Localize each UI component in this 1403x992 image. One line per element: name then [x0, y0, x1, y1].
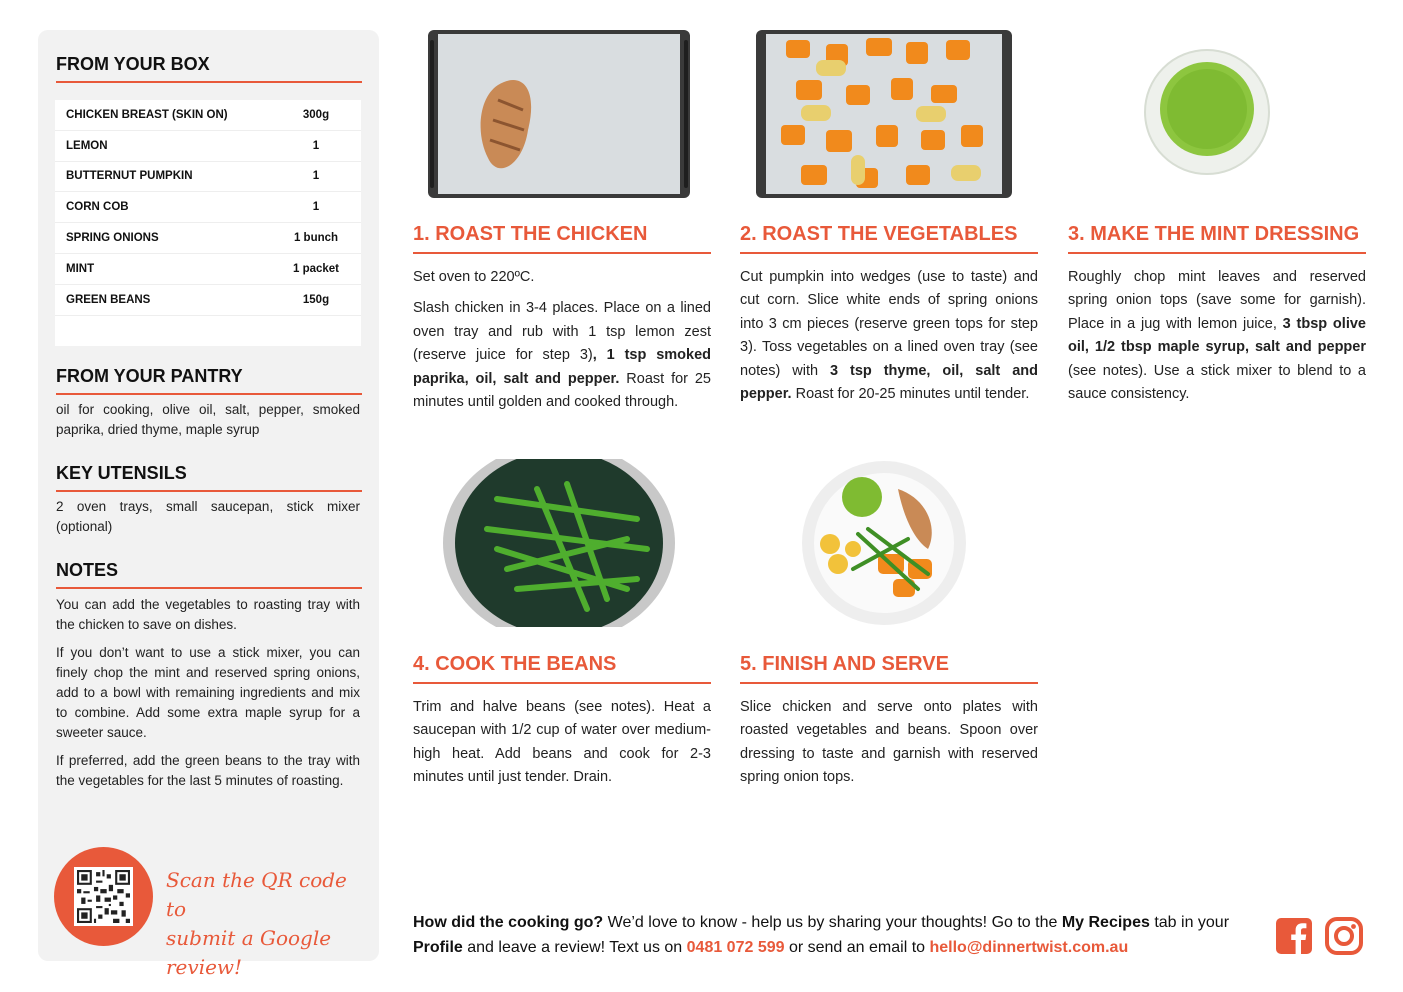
step-text: Roughly chop mint leaves and reserved spring onion tops (save some for garnish). Place in a jug with lemon juice,: [1068, 269, 1366, 332]
step-3-body: [1068, 266, 1366, 414]
roast-vegetables-image: [756, 30, 1012, 198]
footer-text-2: tab in your: [1149, 914, 1230, 931]
ingredient-row: [55, 100, 361, 131]
pantry-title: FROM YOUR PANTRY: [56, 366, 362, 395]
step-paragraph: [413, 696, 711, 790]
footer-profile: Profile: [413, 939, 463, 956]
ingredient-name: SPRING ONIONS: [66, 232, 159, 245]
instagram-icon[interactable]: [1325, 917, 1363, 955]
ingredient-row: [55, 285, 361, 316]
footer-my-recipes: My Recipes: [1061, 914, 1150, 931]
step-5-body: [740, 696, 1038, 798]
step-2-title: 2. ROAST THE VEGETABLES: [740, 223, 1038, 254]
cook-beans-image: [437, 459, 695, 627]
footer-text-3: and leave a review! Text us on: [462, 939, 687, 956]
ingredient-qty: 1 bunch: [293, 232, 339, 245]
ingredient-qty: 1: [312, 139, 320, 152]
ingredient-qty: 300g: [302, 108, 330, 121]
qr-caption-line-2: submit a Google review!: [166, 926, 332, 979]
ingredient-name: GREEN BEANS: [66, 293, 151, 306]
step-text: Cut pumpkin into wedges (use to taste) and cut corn. Slice white ends of spring onions into 3 cm pieces (reserve green tops for step 3). Toss vegetables on a lined oven tray (see notes) with: [740, 269, 1038, 379]
step-paragraph: [740, 266, 1038, 406]
footer-text-4: or send an email to: [784, 939, 930, 956]
step-paragraph: [413, 297, 711, 414]
ingredients-table: [55, 100, 361, 346]
step-text: Trim and halve beans (see notes). Heat a saucepan with 1/2 cup of water over medium-high heat. Add beans and cook for 2-3 minutes until just tender. Drain.: [413, 699, 711, 786]
ingredient-name: CORN COB: [66, 201, 129, 214]
step-text: Set oven to 220ºC.: [413, 269, 535, 285]
step-bold-text: 3 tsp thyme, oil, salt and pepper.: [740, 362, 1038, 403]
ingredient-row: [55, 162, 361, 193]
ingredient-name: CHICKEN BREAST (SKIN ON): [66, 108, 228, 121]
step-2-body: [740, 266, 1038, 414]
step-3-title: 3. MAKE THE MINT DRESSING: [1068, 223, 1366, 254]
ingredient-row: [55, 192, 361, 223]
box-title: FROM YOUR BOX: [56, 54, 362, 83]
notes-title: NOTES: [56, 560, 362, 589]
step-1-title: 1. ROAST THE CHICKEN: [413, 223, 711, 254]
step-text: (see notes). Use a stick mixer to blend to a sauce consistency.: [1068, 362, 1366, 403]
email-link[interactable]: hello@dinnertwist.com.au: [929, 939, 1129, 956]
ingredient-qty: 1 packet: [292, 262, 340, 275]
mint-dressing-image: [1143, 47, 1271, 177]
step-paragraph: [740, 696, 1038, 790]
footer-question: How did the cooking go?: [413, 914, 604, 931]
step-bold-text: , 1 tsp smoked paprika, oil, salt and pepper.: [413, 347, 712, 387]
pantry-text: oil for cooking, olive oil, salt, pepper, smoked paprika, dried thyme, maple syrup: [56, 402, 360, 437]
qr-code-icon[interactable]: [74, 867, 133, 926]
step-bold-text: 3 tbsp olive oil, 1/2 tbsp maple syrup, salt and pepper: [1068, 315, 1366, 356]
note-2: If you don’t want to use a stick mixer, you can finely chop the mint and reserved spring onions, add to a bowl with remaining ingredients and mix to combine. Add some extra maple syrup for a sweeter sauce.: [56, 645, 360, 740]
step-paragraph: [413, 266, 711, 289]
ingredient-name: BUTTERNUT PUMPKIN: [66, 170, 193, 183]
ingredient-row: [55, 254, 361, 285]
step-paragraph: [1068, 266, 1366, 406]
qr-caption: [166, 866, 366, 982]
phone-link[interactable]: 0481 072 599: [686, 939, 785, 956]
utensils-text: 2 oven trays, small saucepan, stick mixer (optional): [56, 499, 360, 534]
qr-caption-line-1: Scan the QR code to: [166, 868, 347, 921]
note-1: You can add the vegetables to roasting tray with the chicken to save on dishes.: [56, 597, 360, 632]
ingredient-name: MINT: [66, 262, 95, 275]
sidebar: [38, 30, 379, 979]
finish-and-serve-image: [798, 459, 970, 627]
step-5-title: 5. FINISH AND SERVE: [740, 653, 1038, 684]
review-footer: [413, 910, 1263, 960]
notes-body: [56, 595, 360, 799]
note-3: If preferred, add the green beans to the tray with the vegetables for the last 5 minutes of roasting.: [56, 753, 360, 788]
qr-badge[interactable]: [54, 847, 153, 946]
ingredient-row-empty: [55, 316, 361, 346]
step-4-title: 4. COOK THE BEANS: [413, 653, 711, 684]
utensils-title: KEY UTENSILS: [56, 463, 362, 492]
step-text: Slash chicken in 3-4 places. Place on a lined oven tray and rub with 1 tsp lemon zest (reserve juice for step 3): [413, 300, 711, 364]
step-text: Slice chicken and serve onto plates with roasted vegetables and beans. Spoon over dressing to taste and garnish with reserved spring onion tops.: [740, 699, 1038, 786]
ingredient-qty: 1: [312, 201, 320, 214]
ingredient-qty: 150g: [302, 293, 330, 306]
ingredient-row: [55, 131, 361, 162]
ingredient-name: LEMON: [66, 139, 108, 152]
roast-chicken-image: [428, 30, 690, 198]
step-text: Roast for 25 minutes until golden and cooked through.: [413, 370, 712, 411]
step-text: Roast for 20-25 minutes until tender.: [791, 386, 1030, 403]
ingredient-qty: 1: [312, 170, 320, 183]
ingredient-row: [55, 223, 361, 254]
facebook-icon[interactable]: [1275, 917, 1313, 955]
footer-text-1: We’d love to know - help us by sharing your thoughts! Go to the: [603, 914, 1062, 931]
step-1-body: [413, 266, 711, 422]
step-4-body: [413, 696, 711, 798]
